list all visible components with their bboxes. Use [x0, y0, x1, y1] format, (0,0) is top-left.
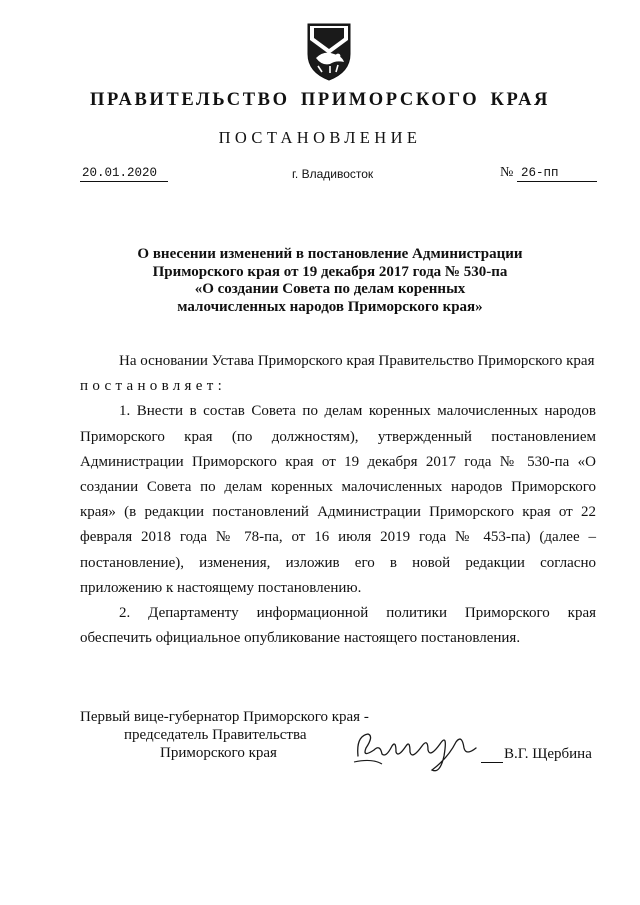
- signatory-name: В.Г. Щербина: [504, 746, 592, 762]
- government-title: ПРАВИТЕЛЬСТВО ПРИМОРСКОГО КРАЯ: [89, 90, 550, 110]
- number-sign: №: [500, 165, 514, 180]
- signatory-line-3: Приморского края: [160, 745, 277, 761]
- decides-line: постановляет:: [80, 378, 227, 395]
- document-type: ПОСТАНОВЛЕНИЕ: [218, 128, 422, 147]
- coat-of-arms-emblem: [300, 20, 358, 82]
- heading-line: Приморского края от 19 декабря 2017 года № 530-па: [152, 263, 508, 280]
- heading-line: О внесении изменений в постановление Администрации: [137, 246, 523, 262]
- document-date: 20.01.2020: [80, 166, 168, 182]
- handwritten-signature: [352, 718, 492, 778]
- signatory-line-2: председатель Правительства: [124, 727, 307, 743]
- heading-line: «О создании Совета по делам коренных: [194, 281, 466, 297]
- document-city: г. Владивосток: [292, 167, 374, 181]
- document-body: [80, 349, 596, 651]
- signatory-line-1: Первый вице-губернатор Приморского края -: [80, 709, 369, 725]
- heading-line: малочисленных народов Приморского края»: [177, 298, 483, 315]
- signature-underline: [481, 762, 503, 763]
- item-2-paragraph: 2. Департаменту информационной политики Приморского края обеспечить официальное опубликование настоящего постановления.: [80, 605, 596, 647]
- preamble-paragraph: На основании Устава Приморского края Правительство Приморского края: [119, 353, 595, 369]
- document-number: 26-пп: [517, 166, 597, 182]
- signatory-position: [80, 708, 369, 762]
- document-heading: [80, 246, 580, 316]
- item-1-paragraph: 1. Внести в состав Совета по делам коренных малочисленных народов Приморского края (по должностям), утвержденный постановлением Администрации Приморского края от 19 декабря 2017 года № 530-па «О создании Совета по делам коренных малочисленных народов Приморского края» (в редакции постановлений Администрации Приморского края от 22 февраля 2018 года № 78-па, от 16 июля 2019 года № 453-па) (далее – постановление), изменения, изложив его в новой редакции согласно приложению к настоящему постановлению.: [80, 403, 596, 596]
